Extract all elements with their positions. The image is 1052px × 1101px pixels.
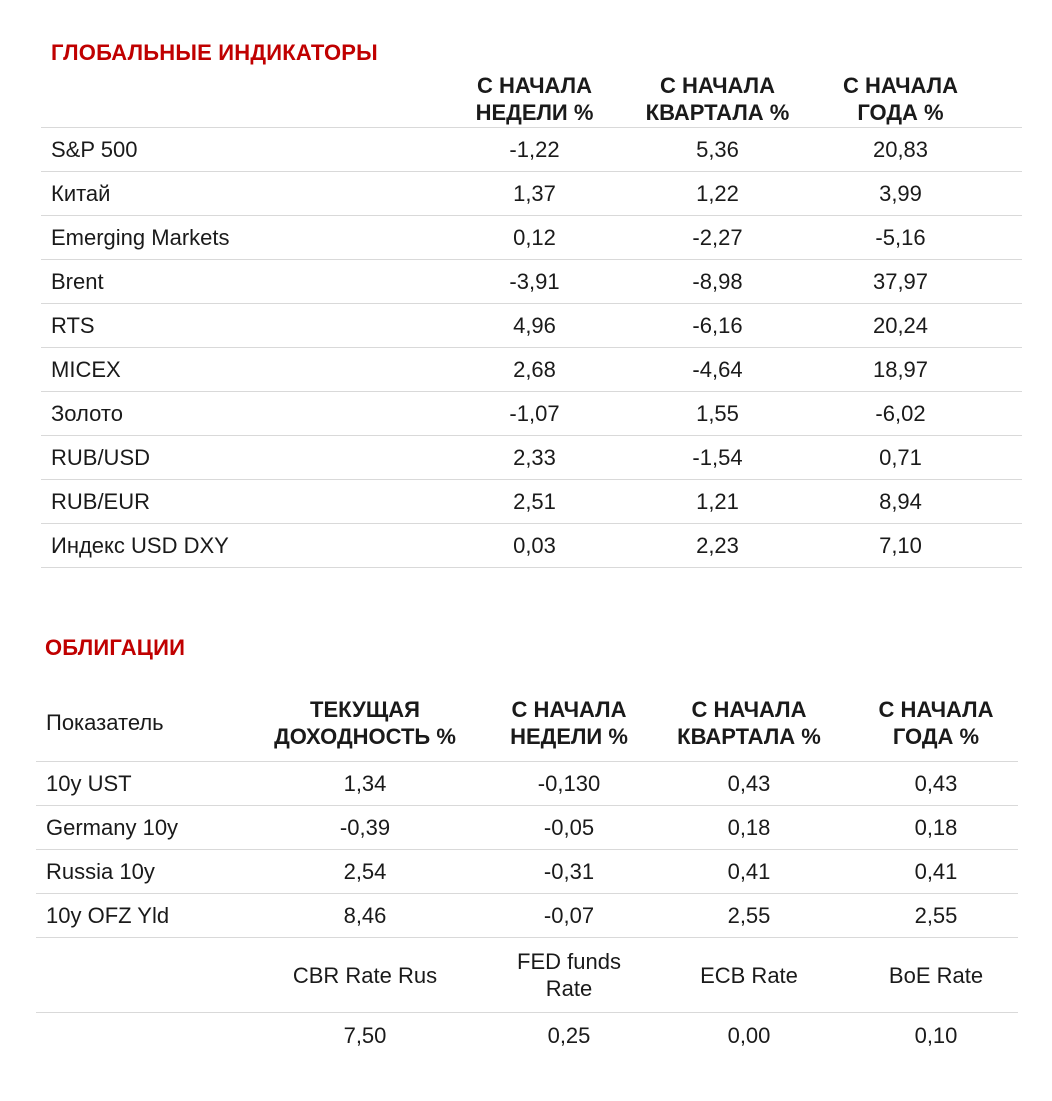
cell-quarter: -4,64 bbox=[626, 348, 809, 392]
bonds-header-year-line2: ГОДА % bbox=[892, 723, 980, 749]
cell-week: 1,37 bbox=[443, 172, 626, 216]
rates-header-row bbox=[36, 938, 1018, 1013]
cell-week: -1,07 bbox=[443, 392, 626, 436]
row-label: S&P 500 bbox=[41, 128, 443, 172]
row-label: Индекс USD DXY bbox=[41, 524, 443, 568]
rate-header-ecb bbox=[644, 938, 854, 1013]
bonds-header-yield-line2: ДОХОДНОСТЬ % bbox=[274, 723, 456, 749]
cell-week: -0,05 bbox=[494, 806, 644, 850]
rate-value-ecb: 0,00 bbox=[727, 1023, 771, 1048]
cell-quarter: 0,41 bbox=[644, 850, 854, 894]
bonds-header-quarter-line1: С НАЧАЛА bbox=[691, 696, 807, 722]
bonds-header-week-line1: С НАЧАЛА bbox=[511, 696, 627, 722]
cell-yield: 2,54 bbox=[236, 850, 494, 894]
table-row bbox=[36, 850, 1018, 894]
bonds-title: ОБЛИГАЦИИ bbox=[45, 635, 186, 660]
table-row bbox=[41, 480, 1022, 524]
rates-values-row bbox=[36, 1013, 1018, 1060]
rate-value-boe: 0,10 bbox=[914, 1023, 958, 1048]
cell-quarter: 1,21 bbox=[626, 480, 809, 524]
row-label: RUB/USD bbox=[41, 436, 443, 480]
bonds-header-label: Показатель bbox=[36, 684, 236, 762]
bonds-header-yield-line1: ТЕКУЩАЯ bbox=[310, 696, 420, 722]
global-header-quarter-line2: КВАРТАЛА % bbox=[645, 99, 790, 125]
bonds-header-row bbox=[36, 684, 1018, 762]
row-label: MICEX bbox=[41, 348, 443, 392]
global-header-week-line2: НЕДЕЛИ % bbox=[475, 99, 594, 125]
rate-value-cbr: 7,50 bbox=[343, 1023, 387, 1048]
row-label: Brent bbox=[41, 260, 443, 304]
cell-quarter: 0,18 bbox=[644, 806, 854, 850]
cell-week: 0,03 bbox=[443, 524, 626, 568]
cell-quarter: -1,54 bbox=[626, 436, 809, 480]
cell-year: 18,97 bbox=[809, 348, 1022, 392]
cell-week: 2,68 bbox=[443, 348, 626, 392]
row-label: RUB/EUR bbox=[41, 480, 443, 524]
bonds-header-year-line1: С НАЧАЛА bbox=[878, 696, 994, 722]
bonds-header-quarter-line2: КВАРТАЛА % bbox=[677, 723, 821, 749]
global-indicators-title: ГЛОБАЛЬНЫЕ ИНДИКАТОРЫ bbox=[51, 40, 378, 65]
cell-year: 0,41 bbox=[854, 850, 1018, 894]
cell-year: 7,10 bbox=[809, 524, 1022, 568]
cell-yield: -0,39 bbox=[236, 806, 494, 850]
cell-quarter: 0,43 bbox=[644, 762, 854, 806]
global-header-quarter bbox=[626, 70, 809, 128]
row-label: Китай bbox=[41, 172, 443, 216]
cell-week: -3,91 bbox=[443, 260, 626, 304]
cell-week: -1,22 bbox=[443, 128, 626, 172]
cell-year: 0,43 bbox=[854, 762, 1018, 806]
cell-year: 20,24 bbox=[809, 304, 1022, 348]
global-header-quarter-line1: С НАЧАЛА bbox=[659, 72, 776, 98]
cell-quarter: -6,16 bbox=[626, 304, 809, 348]
global-header-year-line1: С НАЧАЛА bbox=[842, 72, 959, 98]
table-row bbox=[41, 524, 1022, 568]
rate-header-ecb-line1: ECB Rate bbox=[700, 962, 798, 988]
cell-quarter: 1,22 bbox=[626, 172, 809, 216]
cell-week: 2,33 bbox=[443, 436, 626, 480]
cell-week: 2,51 bbox=[443, 480, 626, 524]
table-row bbox=[36, 894, 1018, 938]
table-row bbox=[41, 392, 1022, 436]
cell-quarter: 1,55 bbox=[626, 392, 809, 436]
rate-header-fed-line1: FED funds bbox=[517, 949, 621, 974]
cell-week: -0,07 bbox=[494, 894, 644, 938]
rate-header-fed-line2: Rate bbox=[545, 976, 593, 1001]
cell-year: 8,94 bbox=[809, 480, 1022, 524]
global-header-empty bbox=[41, 70, 443, 128]
rate-value-fed: 0,25 bbox=[547, 1023, 591, 1048]
cell-quarter: 2,55 bbox=[644, 894, 854, 938]
bonds-table bbox=[36, 684, 1018, 1059]
rate-header-boe-line1: BoE Rate bbox=[888, 962, 984, 988]
cell-week: 0,12 bbox=[443, 216, 626, 260]
cell-quarter: 5,36 bbox=[626, 128, 809, 172]
row-label: Russia 10y bbox=[36, 850, 236, 894]
cell-year: 37,97 bbox=[809, 260, 1022, 304]
cell-year: 0,18 bbox=[854, 806, 1018, 850]
bonds-header-year bbox=[854, 684, 1018, 762]
cell-quarter: 2,23 bbox=[626, 524, 809, 568]
global-header-week-line1: С НАЧАЛА bbox=[476, 72, 593, 98]
cell-year: -6,02 bbox=[809, 392, 1022, 436]
global-header-week bbox=[443, 70, 626, 128]
row-label: Золото bbox=[41, 392, 443, 436]
global-header-year-line2: ГОДА % bbox=[857, 99, 944, 125]
cell-week: 4,96 bbox=[443, 304, 626, 348]
rates-header-empty bbox=[36, 938, 236, 1013]
table-row bbox=[36, 806, 1018, 850]
table-row bbox=[41, 172, 1022, 216]
cell-yield: 1,34 bbox=[236, 762, 494, 806]
cell-yield: 8,46 bbox=[236, 894, 494, 938]
row-label: Germany 10y bbox=[36, 806, 236, 850]
bonds-header-week-line2: НЕДЕЛИ % bbox=[510, 723, 628, 749]
table-row bbox=[41, 260, 1022, 304]
global-header-row bbox=[41, 70, 1022, 128]
rates-values-empty bbox=[36, 1013, 236, 1060]
rate-header-cbr-line1: CBR Rate Rus bbox=[292, 962, 438, 988]
cell-year: 0,71 bbox=[809, 436, 1022, 480]
bonds-header-week bbox=[494, 684, 644, 762]
global-header-year bbox=[809, 70, 1022, 128]
table-row bbox=[41, 304, 1022, 348]
table-row bbox=[41, 128, 1022, 172]
row-label: 10y UST bbox=[36, 762, 236, 806]
cell-quarter: -2,27 bbox=[626, 216, 809, 260]
rate-header-fed bbox=[494, 938, 644, 1013]
table-row bbox=[41, 348, 1022, 392]
cell-year: 2,55 bbox=[854, 894, 1018, 938]
rate-header-cbr bbox=[236, 938, 494, 1013]
cell-year: -5,16 bbox=[809, 216, 1022, 260]
cell-week: -0,130 bbox=[494, 762, 644, 806]
row-label: Emerging Markets bbox=[41, 216, 443, 260]
cell-year: 20,83 bbox=[809, 128, 1022, 172]
table-row bbox=[41, 436, 1022, 480]
cell-quarter: -8,98 bbox=[626, 260, 809, 304]
table-row bbox=[41, 216, 1022, 260]
cell-year: 3,99 bbox=[809, 172, 1022, 216]
bonds-header-quarter bbox=[644, 684, 854, 762]
table-row bbox=[36, 762, 1018, 806]
row-label: RTS bbox=[41, 304, 443, 348]
rate-header-boe bbox=[854, 938, 1018, 1013]
global-indicators-table bbox=[41, 70, 1022, 568]
row-label: 10y OFZ Yld bbox=[36, 894, 236, 938]
bonds-header-yield bbox=[236, 684, 494, 762]
cell-week: -0,31 bbox=[494, 850, 644, 894]
